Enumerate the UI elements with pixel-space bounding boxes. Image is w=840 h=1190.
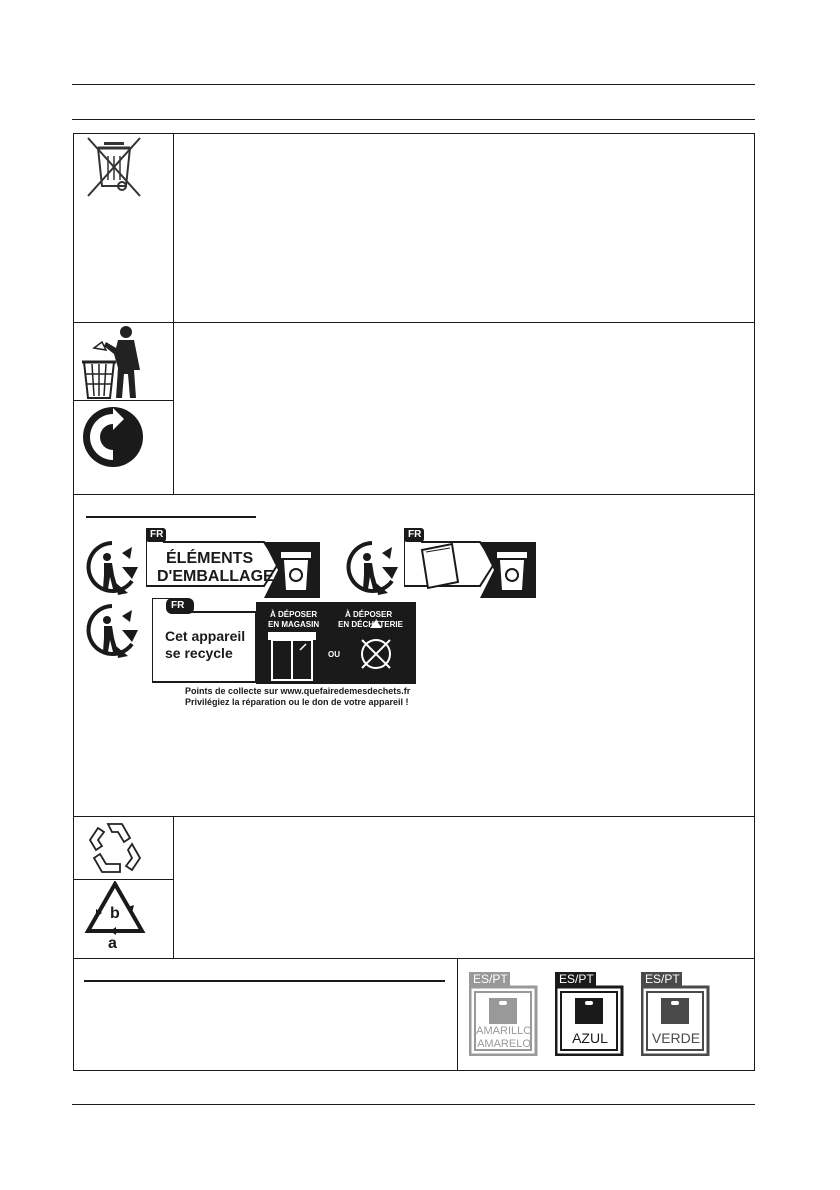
recycling-icon-divider: [73, 879, 173, 880]
triman-person-icon: [82, 537, 144, 599]
bin-label-text-2: AMARELO: [477, 1038, 531, 1050]
tidyman-icon: [80, 324, 148, 400]
bin-label-text: AMARILLO: [476, 1025, 532, 1037]
triman-appliance-line2: se recycle: [165, 645, 233, 661]
triman-depot-line2: EN DÉCHÈTERIE: [338, 620, 403, 629]
triman-appliance-line1: Cet appareil: [165, 628, 246, 644]
bin-label-text: VERDE: [651, 1030, 701, 1046]
triman-store-line1: À DÉPOSER: [270, 610, 318, 619]
bin-code: ES/PT: [645, 972, 680, 986]
recycling-divider: [173, 816, 174, 959]
triman-or-label: OU: [328, 650, 340, 659]
triman-paper-label: [404, 528, 538, 600]
green-dot-icon: [82, 406, 144, 468]
recycling-code-bottom: a: [108, 935, 117, 952]
triman-packaging-line1: ÉLÉMENTS: [166, 550, 254, 567]
bin-code: ES/PT: [473, 972, 508, 986]
packaging-divider: [173, 322, 174, 495]
bins-divider: [457, 958, 458, 1071]
packaging-icon-divider: [73, 400, 173, 401]
triman-store-line2: EN MAGASIN: [268, 620, 320, 629]
triman-footer-line1: Points de collecte sur www.quefairedemesdechets.fr: [185, 686, 411, 696]
triman-packaging-country: FR: [150, 529, 164, 540]
header-rule-top: [72, 84, 755, 85]
triman-depot-line1: À DÉPOSER: [345, 610, 393, 619]
crossed-wheelie-bin-icon: [82, 136, 146, 198]
header-rule-bottom: [72, 119, 755, 120]
triman-person-icon-2: [342, 537, 404, 599]
triman-person-icon-3: [82, 600, 144, 662]
packaging-row: [73, 322, 755, 495]
triman-footer-line2: Privilégiez la réparation ou le don de votre appareil !: [185, 697, 409, 707]
bins-heading-underline: [84, 980, 445, 982]
triman-appliance-country: FR: [171, 600, 185, 611]
recycling-code-top: b: [110, 905, 120, 922]
mobius-loop-icon: [86, 818, 144, 876]
recycling-row: [73, 816, 755, 959]
triman-paper-country: FR: [408, 529, 422, 540]
triman-heading-underline: [86, 516, 256, 518]
weee-row: [73, 133, 755, 323]
bin-code: ES/PT: [559, 972, 594, 986]
bin-label-text: AZUL: [572, 1030, 608, 1046]
weee-divider: [173, 133, 174, 323]
footer-rule: [72, 1104, 755, 1105]
triman-packaging-line2: D'EMBALLAGE: [157, 568, 274, 585]
